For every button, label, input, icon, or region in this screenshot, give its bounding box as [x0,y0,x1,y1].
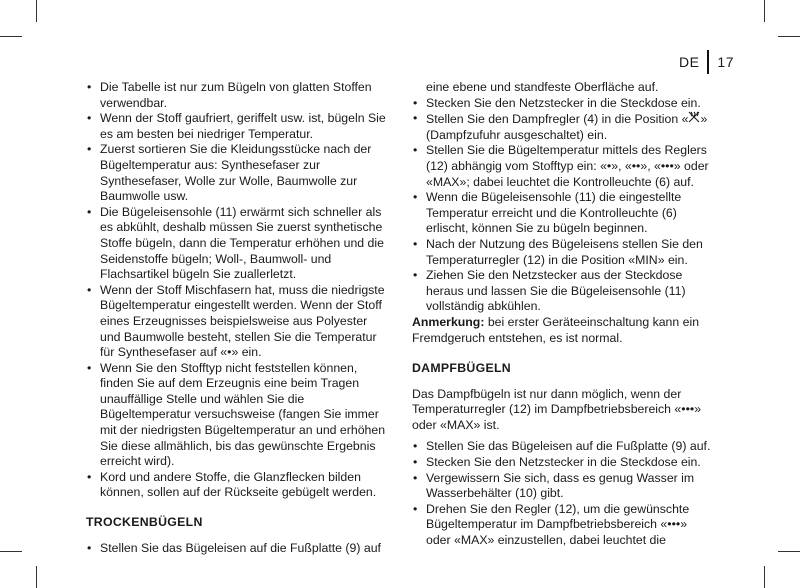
list-item: • Ziehen Sie den Netzstecker aus der Steckdose heraus und lassen Sie die Bügeleisensohle (11) vollständig abkühlen. [412,268,714,315]
header-divider [707,50,709,74]
list-item: • Stellen Sie die Bügeltemperatur mittels des Reglers (12) abhängig vom Stofftyp ein: «•», «••», «•••» oder «MAX»; dabei leuchtet die Kontrolleuchte (6) auf. [412,143,714,190]
list-item: • Wenn der Stoff gaufriert, geriffelt usw. ist, bügeln Sie es am besten bei niedriger Temperatur. [86,111,386,142]
right-column [412,80,714,549]
crop-mark [0,36,22,37]
list-item-steam-position [412,111,714,143]
page-number: 17 [717,54,734,70]
list-item: • Stecken Sie den Netzstecker in die Steckdose ein. [412,455,714,471]
list-item: • Wenn die Bügeleisensohle (11) die eingestellte Temperatur erreicht und die Kontrolleuchte (6) erlischt, können Sie zu bügeln beginnen. [412,190,714,237]
list-item: • Wenn der Stoff Mischfasern hat, muss die niedrigste Bügeltemperatur eingestellt werden. Wenn der Stoff eines Erzeugnisses beispielsweise aus Polyester und Baumwolle besteht, stellen Sie die Temperatur für Synthesefaser auf «•» ein. [86,283,386,361]
list-item: • Drehen Sie den Regler (12), um die gewünschte Bügeltemperatur im Dampfbetriebsbereich «•••» oder «MAX» einzustellen, dabei leuchtet die [412,502,714,549]
section-heading-dry-ironing: TROCKENBÜGELN [86,515,203,530]
language-code: DE [678,54,700,70]
list-item: • Die Bügeleisensohle (11) erwärmt sich schneller als es abkühlt, deshalb müssen Sie zuerst synthetische Stoffe bügeln, dann die Temperatur erhöhen und die Seidenstoffe bügeln; Woll-, Baumwoll- und Flachsartikel bügeln Sie zuallerletzt. [86,205,386,283]
dry-ironing-list [86,541,386,557]
list-item: • Zuerst sortieren Sie die Kleidungsstücke nach der Bügeltemperatur aus: Synthesefaser zur Synthesefaser, Wolle zur Wolle, Baumwolle zur Baumwolle usw. [86,142,386,204]
note-text: bei erster Geräteeinschaltung kann ein Fremdgeruch entstehen, es ist normal. [412,314,700,345]
note-paragraph [412,315,714,346]
steam-off-icon [688,111,700,125]
crop-mark [764,0,765,22]
crop-mark [36,566,37,588]
list-item: • Kord und andere Stoffe, die Glanzflecken bilden können, sollen auf der Rückseite gebügelt werden. [86,470,386,501]
note-label: Anmerkung: [412,314,485,329]
crop-mark [764,566,765,588]
crop-mark [778,551,800,552]
list-item: • Wenn Sie den Stofftyp nicht feststellen können, finden Sie auf dem Erzeugnis eine beim Tragen unauffällige Stelle und wählen Sie die Bügeltemperatur versuchsweise (fangen Sie immer mit der niedrigsten Bügeltemperatur an und erhöhen Sie diese allmählich, bis das gewünschte Ergebnis erreicht wird). [86,361,386,470]
left-column [86,80,386,556]
dry-ironing-list-continued [412,80,714,315]
crop-mark [778,36,800,37]
list-item: • Vergewissern Sie sich, dass es genug Wasser im Wasserbehälter (10) gibt. [412,471,714,502]
ironing-tips-list [86,80,386,501]
list-item: • Nach der Nutzung des Bügeleisens stellen Sie den Temperaturregler (12) in die Position «MIN» ein. [412,237,714,268]
steam-ironing-list [412,439,714,548]
steam-item-text: Stellen Sie den Dampfregler (4) in die Position « [426,112,689,127]
crop-mark [0,551,22,552]
section-heading-steam-ironing: DAMPFBÜGELN [412,361,511,376]
steam-item-suffix: » (Dampfzufuhr ausgeschaltet) ein. [426,112,708,142]
crop-mark [36,0,37,22]
list-item: • Stecken Sie den Netzstecker in die Steckdose ein. [412,96,714,112]
list-item: • Stellen Sie das Bügeleisen auf die Fußplatte (9) auf. [412,439,714,455]
section-intro: Das Dampfbügeln ist nur dann möglich, wenn der Temperaturregler (12) im Dampfbetriebsbereich «•••» oder «MAX» ist. [412,386,702,432]
list-item: • Die Tabelle ist nur zum Bügeln von glatten Stoffen verwendbar. [86,80,386,111]
list-item: • Stellen Sie das Bügeleisen auf die Fußplatte (9) auf [86,541,386,557]
list-item-continuation: eine ebene und standfeste Oberfläche auf. [426,80,659,94]
page-header [679,50,734,74]
